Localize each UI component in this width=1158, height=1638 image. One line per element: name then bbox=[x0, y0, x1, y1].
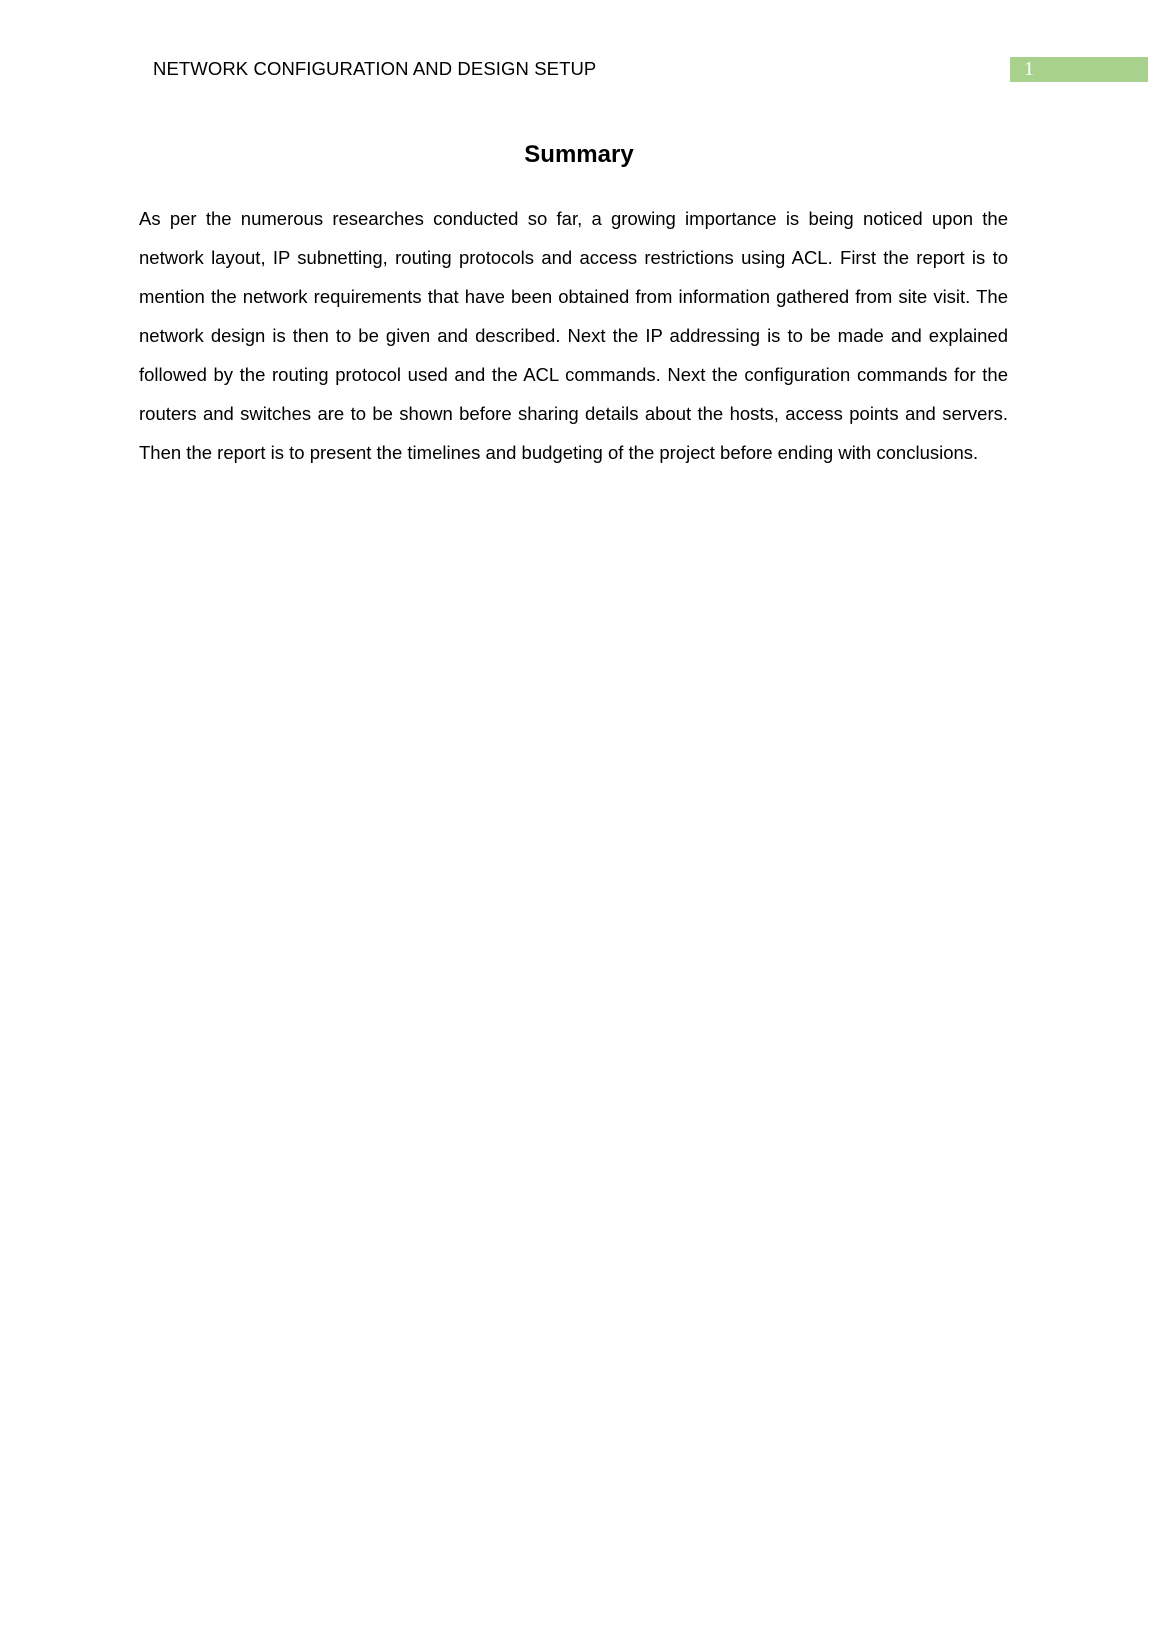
summary-paragraph: As per the numerous researches conducted so far, a growing importance is being noticed upon the network layout, IP subnetting, routing protocols and access restrictions using ACL. First the report is to mention the network requirements that have been obtained from information gathered from site visit. The network design is then to be given and described. Next the IP addressing is to be made and explained followed by the routing protocol used and the ACL commands. Next the configuration commands for the routers and switches are to be shown before sharing details about the hosts, access points and servers. Then the report is to present the timelines and budgeting of the project before ending with conclusions. bbox=[139, 208, 1008, 463]
page-number-badge bbox=[1010, 57, 1148, 82]
section-title: Summary bbox=[524, 141, 634, 168]
running-header: NETWORK CONFIGURATION AND DESIGN SETUP bbox=[153, 58, 597, 79]
page-number: 1 bbox=[1024, 58, 1034, 80]
